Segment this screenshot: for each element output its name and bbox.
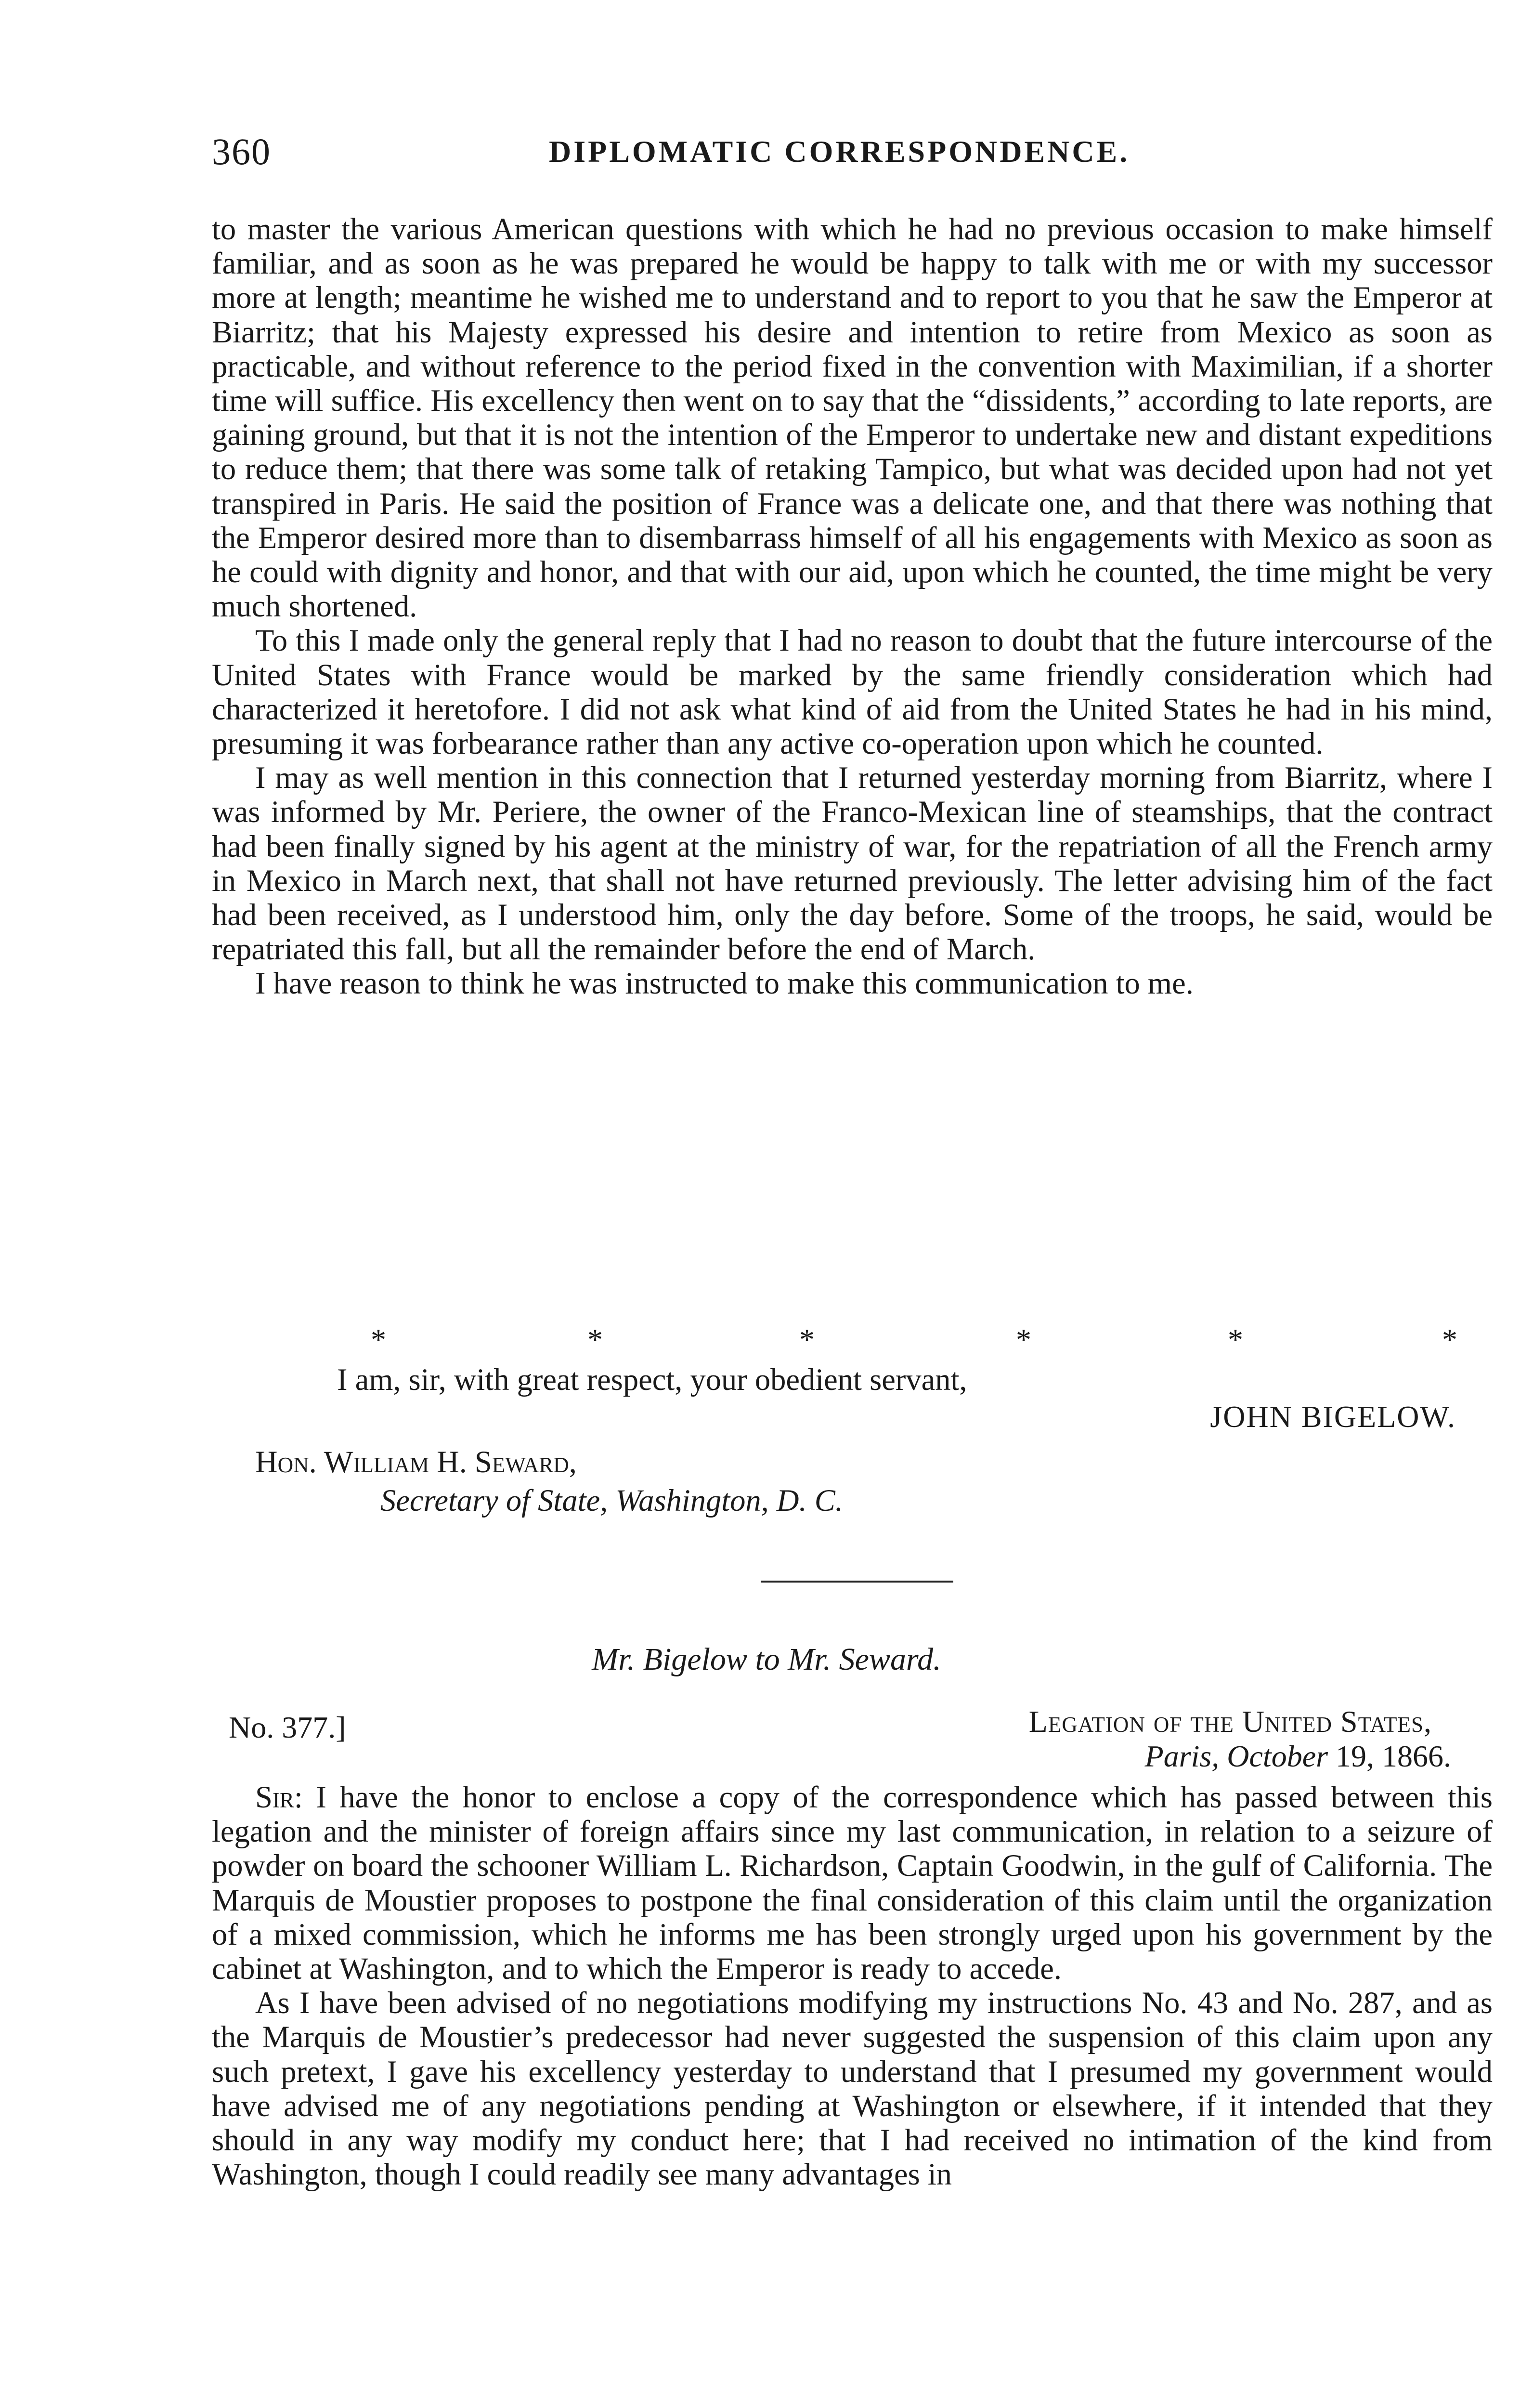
addressee-name: Hon. William H. Seward, bbox=[255, 1445, 577, 1479]
dateline bbox=[1145, 1739, 1451, 1774]
paragraph-negotiations: As I have been advised of no negotiations modifying my instructions No. 43 and No. 287, and as the Marquis de Moustier’s predecessor had never suggested the suspension of this claim upon any such pretext, I gave his excellency yesterday to understand that I presumed my government would have advised me of any negotiations pending at Washington or elsewhere, if it intended that they should in any way modify my conduct here; that I had received no intimation of the kind from Washington, though I could readily see many advantages in bbox=[212, 1986, 1493, 2192]
paragraph-continued: to master the various American questions with which he had no previous occasion to make himself familiar, and as soon as he was prepared he would be happy to talk with me or with my successor more at length; meantime he wished me to understand and to report to you that he saw the Emperor at Biarritz; that his Majesty expressed his desire and intention to retire from Mexico as soon as practicable, and without reference to the period fixed in the convention with Maximilian, if a shorter time will suffice. His excellency then went on to say that the “dissidents,” according to late reports, are gaining ground, but that it is not the intention of the Emperor to undertake new and distant expeditions to reduce them; that there was some talk of retaking Tampico, but what was decided upon had not yet transpired in Paris. He said the position of France was a delicate one, and that there was nothing that the Emperor desired more than to disembarrass himself of all his engagements with Mexico as soon as he could with dignity and honor, and that with our aid, upon which he counted, the time might be very much shortened. bbox=[212, 212, 1493, 624]
paragraph-enclosure bbox=[212, 1780, 1493, 1986]
paragraph-instructed: I have reason to think he was instructed to make this communication to me. bbox=[255, 966, 1194, 1001]
running-head: DIPLOMATIC CORRESPONDENCE. bbox=[549, 134, 1130, 169]
asterisk: * bbox=[1442, 1322, 1457, 1357]
asterisk: * bbox=[1228, 1322, 1243, 1357]
paragraph-reply: To this I made only the general reply that I had no reason to doubt that the future intercourse of the United States with France would be marked by the same friendly consideration which had characterized it heretofore. I did not ask what kind of aid from the United States he had in his mind, presuming it was forbearance rather than any active co-operation upon which he counted. bbox=[212, 623, 1493, 761]
addressee-block bbox=[255, 1443, 843, 1520]
dateline-day-year: 19, 1866. bbox=[1336, 1739, 1451, 1773]
legation-line: Legation of the United States, bbox=[1028, 1704, 1432, 1739]
dateline-month: October bbox=[1227, 1739, 1328, 1773]
section-divider bbox=[761, 1581, 953, 1583]
dispatch-number: No. 377.] bbox=[229, 1710, 346, 1744]
letter-continuation bbox=[212, 212, 1493, 1001]
page-header bbox=[212, 130, 1493, 183]
addressee-title: Secretary of State, Washington, D. C. bbox=[380, 1483, 843, 1518]
letter-heading: Mr. Bigelow to Mr. Seward. bbox=[592, 1642, 941, 1677]
signature: JOHN BIGELOW. bbox=[1210, 1400, 1456, 1434]
asterisk: * bbox=[371, 1322, 386, 1357]
page-number: 360 bbox=[212, 131, 271, 172]
letter-body bbox=[212, 1780, 1493, 2191]
complimentary-close: I am, sir, with great respect, your obedient servant, bbox=[337, 1362, 967, 1397]
paragraph-enclosure-text: I have the honor to enclose a copy of the correspondence which has passed between this legation and the minister of foreign affairs since my last communication, in relation to a seizure of powder on board the schooner William L. Richardson, Captain Goodwin, in the gulf of California. The Marquis de Moustier proposes to postpone the final consideration of this claim until the organization of a mixed commission, which he informs me has been strongly urged upon his government by the cabinet at Washington, and to which the Emperor is ready to accede. bbox=[212, 1780, 1493, 1986]
asterisk: * bbox=[587, 1322, 603, 1357]
asterisk: * bbox=[799, 1322, 815, 1357]
salutation: Sir: bbox=[255, 1780, 303, 1814]
dateline-place: Paris, bbox=[1144, 1739, 1220, 1773]
paragraph-repatriation: I may as well mention in this connection that I returned yesterday morning from Biarritz, where I was informed by Mr. Periere, the owner of the Franco-Mexican line of steamships, that the contract had been finally signed by his agent at the ministry of war, for the repatriation of all the French army in Mexico in March next, that shall not have returned previously. The letter advising him of the fact had been received, as I understood him, only the day before. Some of the troops, he said, would be repatriated this fall, but all the remainder before the end of March. bbox=[212, 760, 1493, 967]
ellipsis-asterisks bbox=[212, 1322, 1493, 1356]
asterisk: * bbox=[1016, 1322, 1031, 1357]
